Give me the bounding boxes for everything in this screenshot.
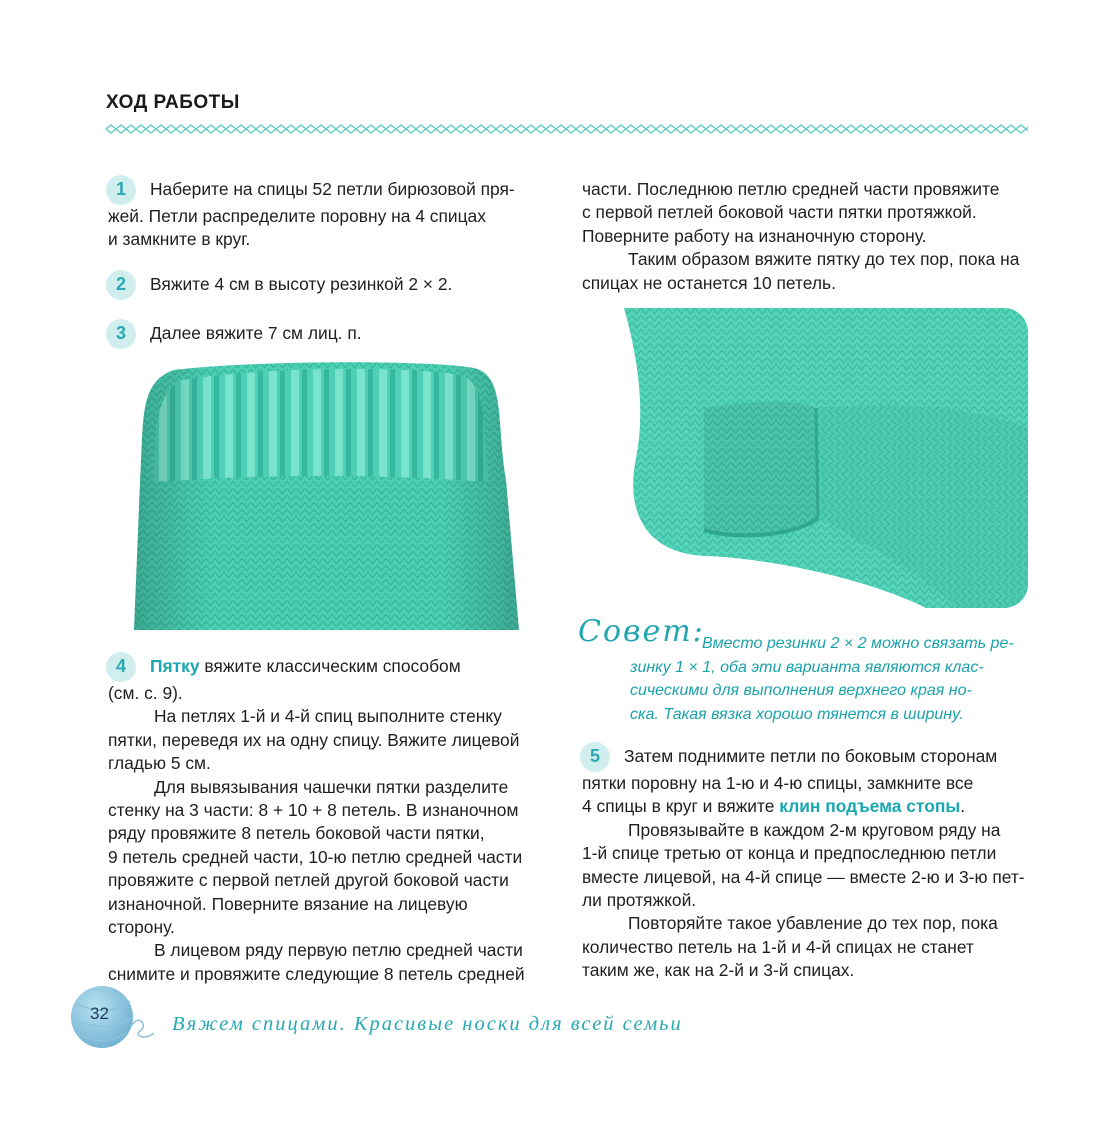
paragraph-line: Провязывайте в каждом 2-м круговом ряду на <box>628 819 1001 840</box>
paragraph-line: изнаночной. Поверните вязание на лицевую <box>108 893 468 914</box>
paragraph-line: гладью 5 см. <box>108 753 211 774</box>
paragraph-line: В лицевом ряду первую петлю средней части <box>154 940 523 961</box>
step-5-text: Затем поднимите петли по боковым сторонам <box>624 746 998 766</box>
step-number-badge: 1 <box>106 175 136 205</box>
step-4 <box>108 655 568 682</box>
tip-line: ска. Такая вязка хорошо тянется в ширину. <box>630 705 964 723</box>
paragraph-line: пятки, переведя их на одну спицу. Вяжите лицевой <box>108 729 520 750</box>
step-4-line: (см. с. 9). <box>108 683 183 703</box>
paragraph-line: сторону. <box>108 917 175 938</box>
step-number-badge: 2 <box>106 270 136 300</box>
paragraph-line: 9 петель средней части, 10-ю петлю средней части <box>108 846 523 867</box>
knitted-sock-heel-photo <box>596 308 1028 608</box>
step-5 <box>582 745 1042 772</box>
step-3 <box>108 322 568 349</box>
paragraph-line: снимите и провяжите следующие 8 петель средней <box>108 963 525 984</box>
step-number-badge: 5 <box>580 742 610 772</box>
paragraph-line: количество петель на 1-й и 4-й спицах не станет <box>582 936 974 957</box>
decorative-divider <box>106 124 1028 134</box>
step-3-text: Далее вяжите 7 см лиц. п. <box>150 322 362 343</box>
paragraph-line: спицах не останется 10 петель. <box>582 272 836 293</box>
highlight-term: клин подъема стопы <box>779 796 961 817</box>
paragraph-line: вместе лицевой, на 4-й спице — вместе 2-ю и 3-ю пет- <box>582 866 1025 887</box>
paragraph-line: 1-й спице третью от конца и предпоследнюю петли <box>582 843 997 864</box>
paragraph-line: провяжите с первой петлей другой боковой части <box>108 870 509 891</box>
highlight-term: Пятку <box>150 656 200 676</box>
step-5-line: пятки поровну на 1-ю и 4-ю спицы, замкните все <box>582 773 974 793</box>
paragraph-line: с первой петлей боковой части пятки протяжкой. <box>582 202 977 223</box>
step-2-text: Вяжите 4 см в высоту резинкой 2 × 2. <box>150 273 453 294</box>
step-1-line: жей. Петли распределите поровну на 4 спицах <box>108 206 486 226</box>
paragraph-line: Повторяйте такое убавление до тех пор, пока <box>628 913 998 934</box>
paragraph-line: ли протяжкой. <box>582 890 697 911</box>
paragraph-line: Для вывязывания чашечки пятки разделите <box>154 776 509 797</box>
step-2 <box>108 273 568 300</box>
step-1-text: Наберите на спицы 52 петли бирюзовой пря- <box>150 179 515 199</box>
paragraph-line: На петлях 1-й и 4-й спиц выполните стенку <box>154 706 502 727</box>
paragraph-line: Поверните работу на изнаночную сторону. <box>582 225 927 246</box>
step-number-badge: 3 <box>106 319 136 349</box>
book-title: Вяжем спицами. Красивые носки для всей семьи <box>172 1013 683 1035</box>
paragraph-line: части. Последнюю петлю средней части провяжите <box>582 179 1000 199</box>
tip-line: сическими для выполнения верхнего края но- <box>630 682 972 699</box>
tip-line: зинку 1 × 1, оба эти варианта являются клас- <box>630 658 984 676</box>
right-column-bottom <box>582 745 1042 983</box>
left-column-top <box>108 178 568 349</box>
step-5-line: 4 спицы в круг и вяжите клин подъема стопы. <box>582 796 966 817</box>
tip-heading: Совет: <box>578 614 705 649</box>
paragraph-line: таким же, как на 2-й и 3-й спицах. <box>582 960 855 981</box>
section-heading: ХОД РАБОТЫ <box>106 92 240 113</box>
tip-text <box>630 632 1040 726</box>
paragraph-line: стенку на 3 части: 8 + 10 + 8 петель. В изнаночном <box>108 800 519 821</box>
paragraph-line: Таким образом вяжите пятку до тех пор, пока на <box>628 249 1020 270</box>
knitted-sock-cuff-photo <box>134 362 554 630</box>
step-number-badge: 4 <box>106 652 136 682</box>
paragraph-line: ряду провяжите 8 петель боковой части пятки, <box>108 823 485 844</box>
tip-line: Вместо резинки 2 × 2 можно связать ре- <box>702 635 1014 652</box>
yarn-ball-icon <box>64 983 156 1055</box>
step-1 <box>108 178 568 205</box>
page-number: 32 <box>90 1004 109 1023</box>
step-1-line: и замкните в круг. <box>108 229 251 250</box>
step-4-text: Пятку вяжите классическим способом <box>150 656 461 676</box>
right-column-top <box>582 178 1042 295</box>
left-column-bottom <box>108 655 568 986</box>
